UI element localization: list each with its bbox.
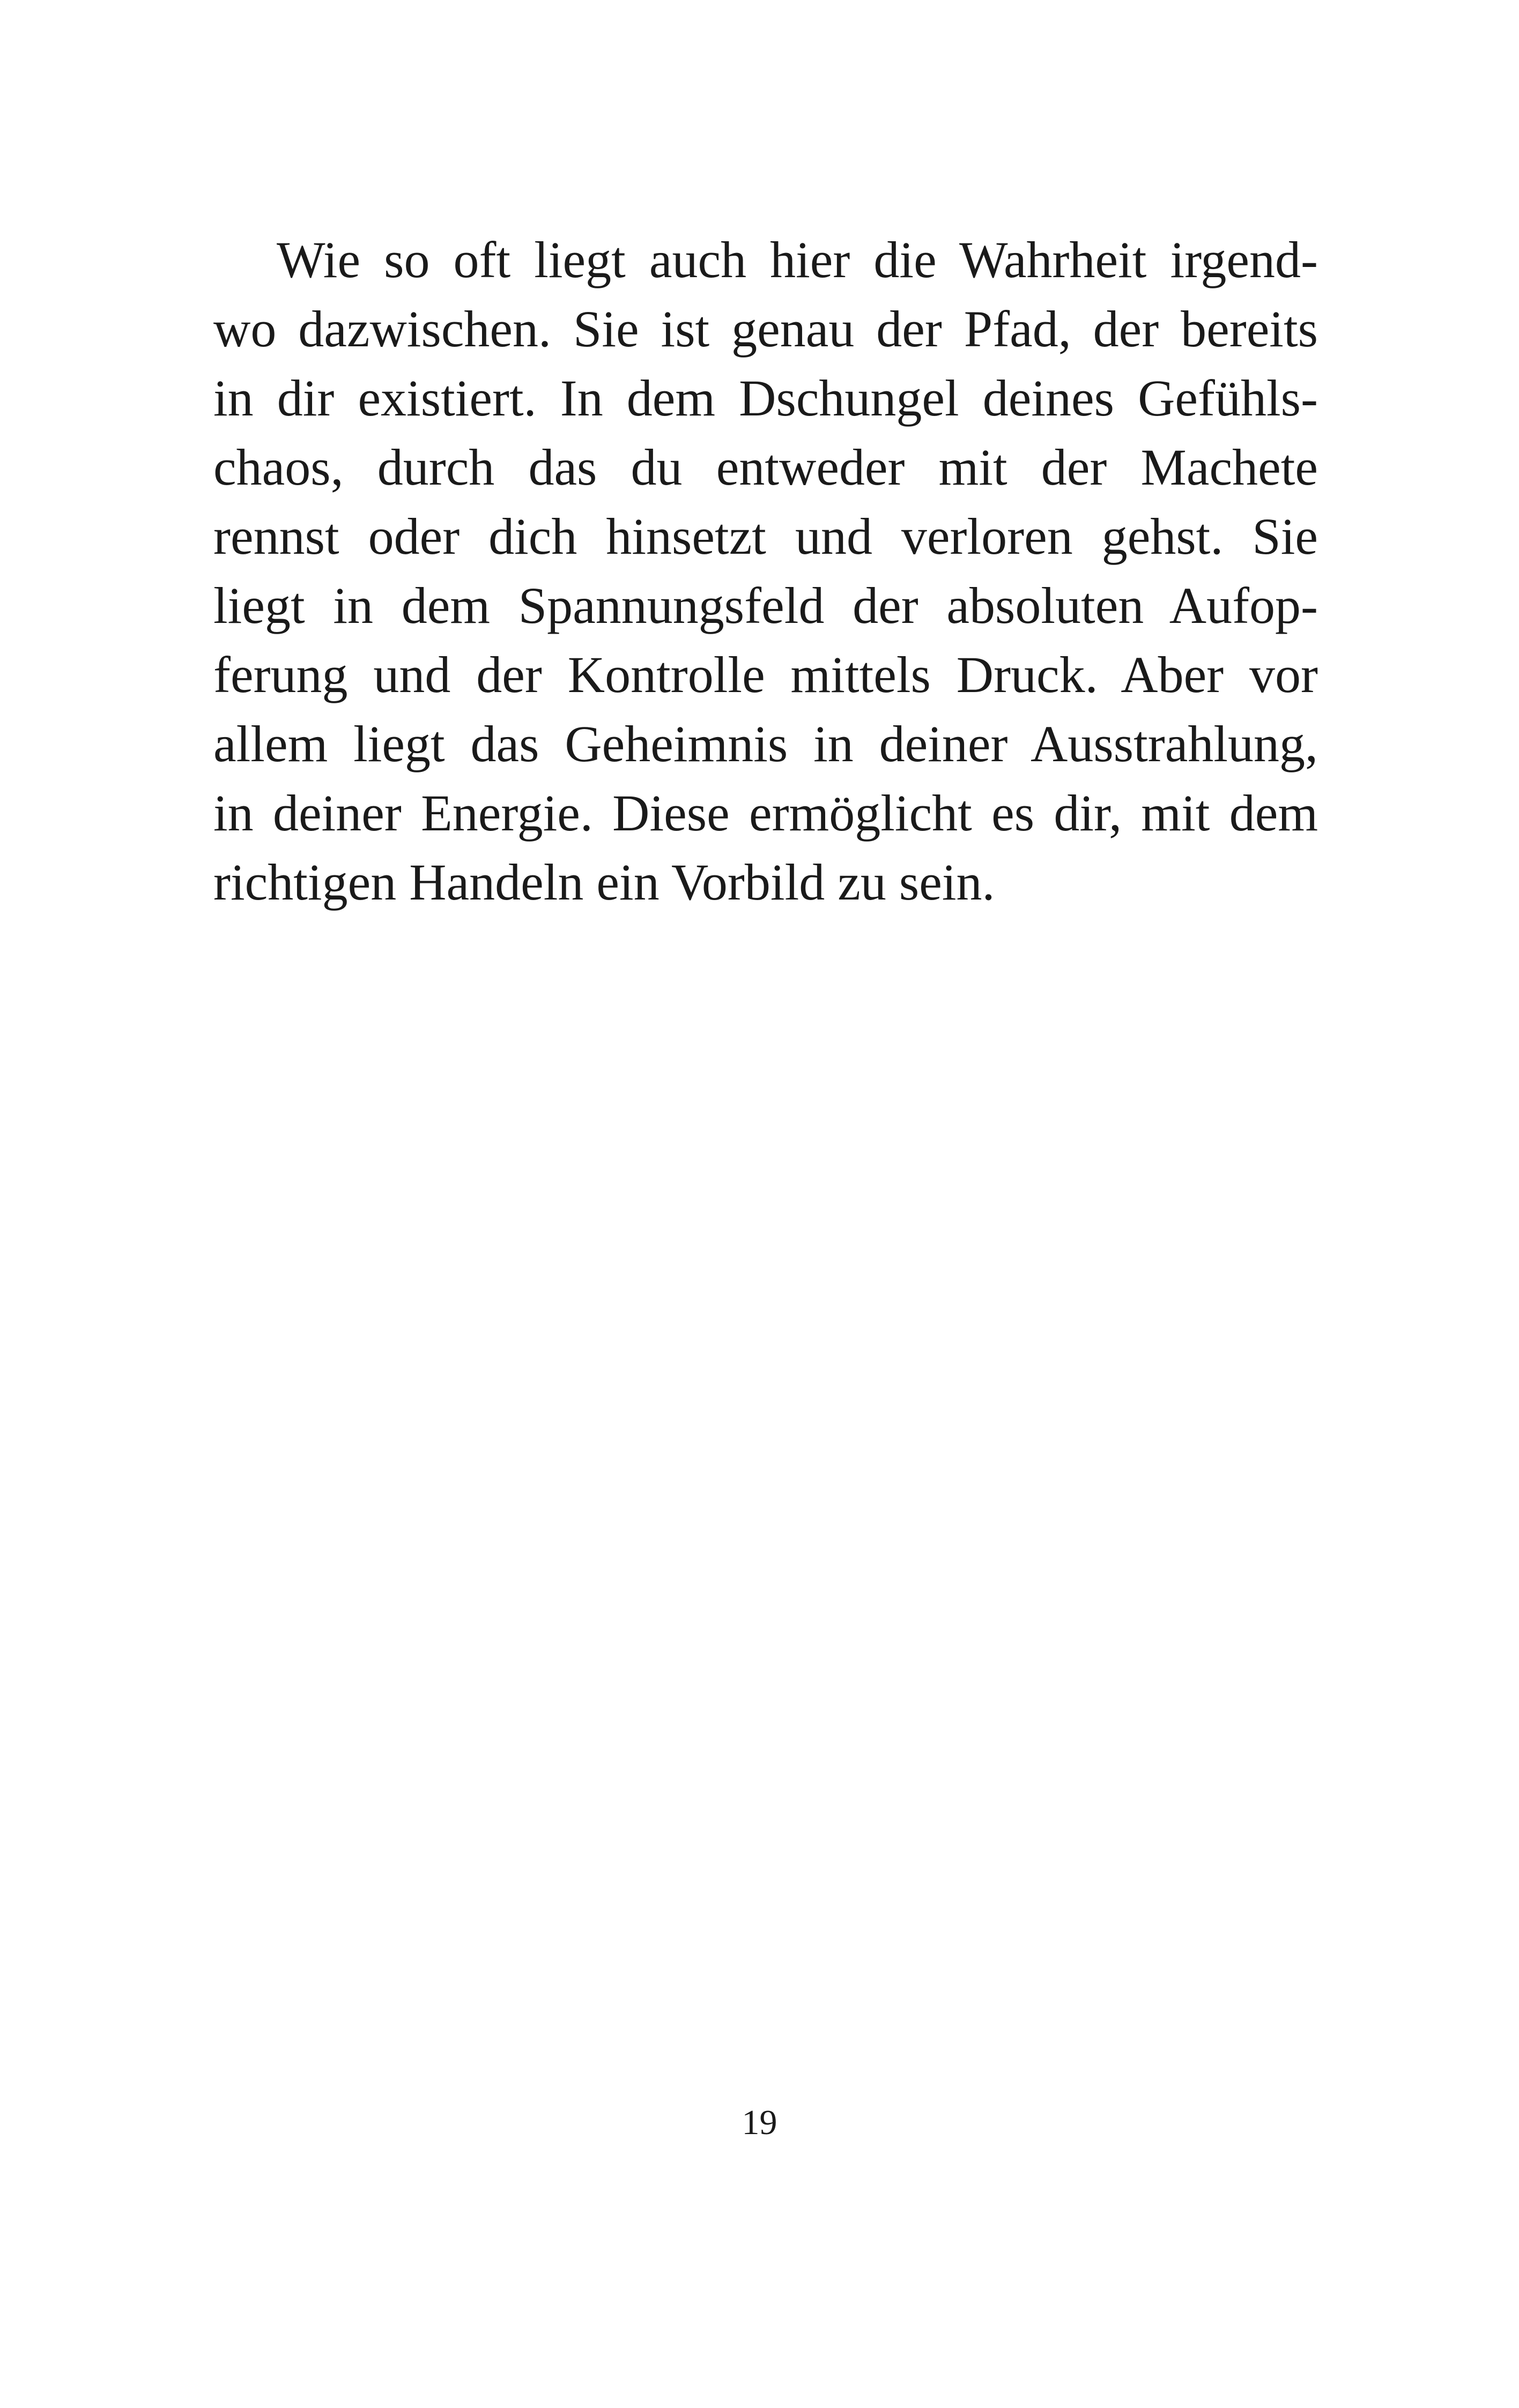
paragraph-line: liegt in dem Spannungsfeld der absoluten Aufop-	[213, 577, 1318, 634]
paragraph-line: ferung und der Kontrolle mittels Druck. Aber vor	[213, 646, 1318, 703]
paragraph-line: chaos, durch das du entweder mit der Machete	[213, 439, 1318, 496]
body-paragraph	[213, 225, 1318, 917]
paragraph-line: allem liegt das Geheimnis in deiner Ausstrahlung,	[213, 715, 1318, 772]
paragraph-line: in deiner Energie. Diese ermöglicht es dir, mit dem	[213, 784, 1318, 842]
page-number: 19	[742, 2103, 777, 2142]
paragraph-line: rennst oder dich hinsetzt und verloren gehst. Sie	[213, 508, 1318, 565]
paragraph-line: wo dazwischen. Sie ist genau der Pfad, der bereits	[213, 300, 1318, 358]
paragraph-line: richtigen Handeln ein Vorbild zu sein.	[213, 853, 995, 911]
paragraph-line: in dir existiert. In dem Dschungel deines Gefühls-	[213, 369, 1318, 427]
paragraph-line: Wie so oft liegt auch hier die Wahrheit irgend-	[277, 231, 1318, 288]
